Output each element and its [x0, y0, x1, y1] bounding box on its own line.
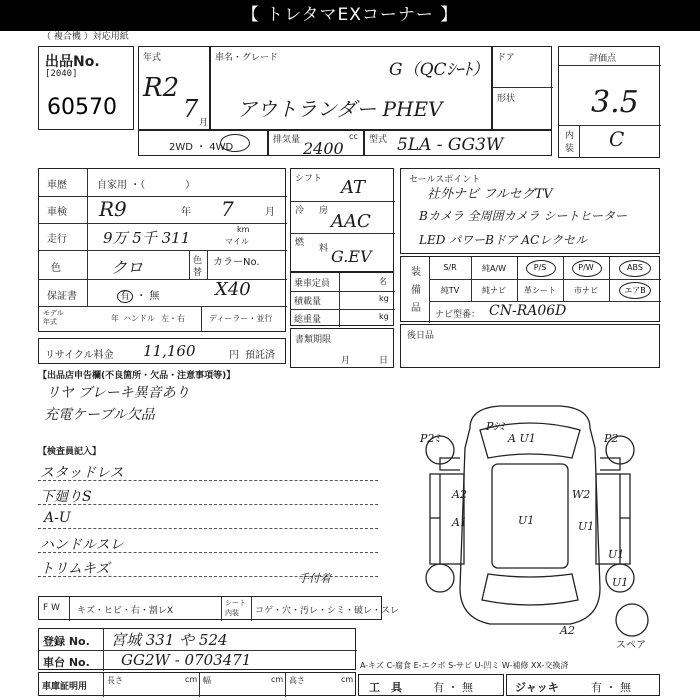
chassis-value: GG2W - 0703471 — [121, 651, 252, 669]
score-value: 3.5 — [591, 85, 639, 120]
load-unit: kg — [379, 294, 389, 303]
jack-value: 有 ・ 無 — [591, 681, 631, 694]
sales-box — [400, 168, 660, 254]
reg-label: 登録 No. — [43, 635, 90, 648]
warranty-options — [117, 287, 159, 302]
lot-small-code: [2040] — [45, 69, 78, 79]
equip-aw: 純A/W — [481, 264, 507, 273]
interior-value: C — [609, 127, 625, 151]
declaration-label: 【出品店申告欄(不良箇所・欠品・注意事項等)】 — [38, 371, 236, 381]
color-change-1: 色 — [193, 256, 203, 266]
sheet-type-label: （ 複合機 ）対応用紙 — [42, 32, 129, 42]
dealer-label: ディーラー・並行 — [209, 314, 273, 323]
warranty-yes: 有 — [117, 290, 133, 303]
interior-label-2: 装 — [565, 144, 575, 154]
car-box — [210, 46, 492, 130]
passengers-label: 乗車定員 — [294, 279, 331, 289]
inspector-item-3: A-U — [44, 510, 71, 526]
inspector-item-1: スタッドレス — [40, 465, 124, 481]
year-box — [138, 46, 210, 130]
docs-month-unit: 月 — [341, 356, 351, 366]
year-era: R2 — [143, 73, 180, 103]
tools-box — [358, 674, 504, 696]
recycle-label: リサイクル料金 — [45, 350, 114, 361]
capacity-box — [290, 272, 394, 326]
inspection-year: R9 — [99, 197, 127, 221]
mark-rear: A2 — [560, 624, 575, 637]
tools-value: 有 ・ 無 — [433, 681, 473, 694]
page-header: 【 トレタマEXコーナー 】 — [0, 0, 700, 31]
inspection-label: 車検 — [47, 207, 67, 218]
model-box — [364, 130, 552, 156]
mark-right-door-1: W2 — [572, 488, 591, 501]
warranty-label: 保証書 — [47, 291, 77, 302]
engine-unit: cc — [349, 132, 358, 141]
later-label: 後日品 — [407, 331, 435, 341]
mark-right-door-2: U1 — [578, 520, 595, 533]
color-label: 色 — [51, 263, 61, 274]
car-name: アウトランダー PHEV — [237, 97, 443, 121]
equip-airbag: エアB — [624, 286, 646, 295]
tools-label: 工 具 — [369, 681, 402, 694]
mark-hood: A U1 — [508, 432, 536, 445]
equip-pw: P/W — [578, 263, 594, 272]
equip-label-3: 品 — [411, 303, 421, 314]
ac-value: AAC — [331, 211, 371, 232]
size-box — [38, 672, 356, 696]
shift-box — [290, 168, 394, 272]
navi-model-value: CN-RA06D — [489, 303, 567, 319]
mark-front-right: P2 — [604, 432, 619, 445]
jack-label: ジャッキ — [515, 681, 559, 694]
warranty-sep: ・ — [136, 291, 147, 302]
equip-ps: P/S — [533, 263, 547, 272]
equip-sr: S/R — [443, 263, 457, 272]
fuel-label-2: 料 — [319, 244, 329, 254]
size-height-unit: cm — [341, 675, 354, 684]
color-value: クロ — [111, 258, 144, 277]
car-name-label: 車名・グレード — [215, 53, 279, 63]
shape-label: 形状 — [497, 94, 516, 104]
equip-leather: 革シート — [524, 286, 556, 295]
color-no-label: カラーNo. — [213, 257, 260, 268]
gross-label: 総重量 — [294, 315, 322, 325]
later-box — [400, 324, 660, 368]
passengers-unit: 名 — [379, 277, 387, 286]
mark-rear-right-2: U1 — [612, 576, 629, 589]
handle-label: ハンドル — [123, 314, 155, 323]
equip-label-1: 装 — [411, 267, 421, 278]
damage-codes: A-キズ C-腐食 E-エクボ S-サビ U-凹ミ W-補修 XX-交換済 — [360, 661, 569, 670]
engine-value: 2400 — [303, 139, 344, 158]
legend-box — [38, 596, 400, 620]
mileage-unit-mile: マイル — [225, 237, 249, 246]
mark-front-left: P2ﾐ — [420, 432, 440, 445]
mileage-value: 9万 5千 311 — [103, 229, 191, 247]
car-grade: G（QCｼｰﾄ） — [389, 60, 490, 80]
docs-box — [290, 328, 394, 368]
docs-day-unit: 日 — [379, 356, 389, 366]
model-year-label-2: 年式 — [43, 318, 57, 326]
size-width-unit: cm — [271, 675, 284, 684]
score-label: 評価点 — [589, 54, 617, 64]
history-value: 自家用 ・（ ） — [97, 180, 196, 191]
color-change-2: 替 — [193, 268, 203, 278]
mileage-label: 走行 — [47, 234, 67, 245]
score-box — [558, 46, 660, 158]
equip-box — [400, 256, 660, 322]
chassis-label: 車台 No. — [43, 656, 90, 669]
docs-label: 書類期限 — [295, 335, 332, 345]
sales-line-2: Bカメラ 全周囲カメラ シートヒーター — [419, 209, 627, 223]
color-no-value: X40 — [215, 279, 251, 300]
shift-value: AT — [341, 177, 366, 198]
recycle-value: 11,160 — [143, 342, 196, 360]
inspection-month: 7 — [221, 197, 234, 221]
legend-codes: キズ・ヒビ・右・割レX — [77, 606, 173, 616]
size-length-unit: cm — [185, 675, 198, 684]
size-length: 長さ — [107, 676, 123, 685]
jack-box — [506, 674, 660, 696]
hand-note: 手付着 — [298, 572, 331, 585]
load-label: 積載量 — [294, 297, 322, 307]
door-label: ドア — [497, 53, 515, 63]
inspector-label: 【検査員記入】 — [38, 447, 102, 457]
reg-box — [38, 628, 356, 670]
fuel-label-1: 燃 — [295, 238, 305, 248]
mark-left-door-2: A1 — [452, 516, 467, 529]
door-box — [492, 46, 552, 130]
year-month: 7 — [183, 95, 199, 123]
lot-box — [38, 46, 134, 130]
declaration-line-2: 充電ケーブル欠品 — [44, 407, 155, 423]
shift-label: シフト — [295, 174, 323, 184]
size-height: 高さ — [289, 676, 305, 685]
inspector-item-5: トリムキズ — [40, 561, 110, 577]
drive-options: 2WD ・ 4WD — [169, 142, 234, 153]
ac-label-2: 房 — [319, 206, 329, 216]
inspection-year-unit: 年 — [181, 207, 191, 218]
equip-market-navi: 市ナビ — [574, 286, 598, 295]
equip-label-2: 備 — [411, 285, 421, 296]
spare-label: スペア — [616, 640, 646, 651]
legend-seat-codes: コゲ・穴・汚レ・シミ・破レ・スレ — [255, 606, 400, 616]
equip-abs: ABS — [627, 263, 643, 272]
recycle-unit: 円 — [229, 350, 239, 361]
handle-options: 左・右 — [161, 314, 185, 323]
engine-label: 排気量 — [273, 135, 301, 145]
year-label: 年式 — [143, 53, 162, 63]
lot-label: 出品No. — [45, 54, 100, 70]
recycle-deposit: 預託済 — [245, 350, 275, 361]
lot-number: 60570 — [47, 95, 117, 120]
mark-left-door-1: A2 — [452, 488, 467, 501]
size-width: 幅 — [203, 676, 211, 685]
mark-center: U1 — [518, 514, 535, 527]
engine-box — [268, 130, 364, 156]
mark-front-center: Pｼﾐ — [486, 420, 505, 433]
model-label: 型式 — [369, 135, 388, 145]
inspection-month-unit: 月 — [265, 207, 275, 218]
reg-value: 宮城 331 や 524 — [111, 631, 228, 649]
history-box — [38, 168, 286, 332]
fuel-value: G.EV — [331, 247, 372, 266]
gross-unit: kg — [379, 312, 389, 321]
legend-fw: F W — [43, 603, 60, 613]
warranty-no: 無 — [149, 291, 160, 302]
ac-label-1: 冷 — [295, 206, 305, 216]
sales-line-3: LED パワーBドア ACレクセル — [419, 233, 588, 247]
equip-tv: 純TV — [440, 286, 460, 295]
inspector-item-4: ハンドルスレ — [40, 537, 124, 553]
history-label: 車歴 — [47, 180, 67, 191]
drive-circle — [220, 134, 250, 152]
model-year-unit: 年 — [111, 314, 119, 323]
inspector-item-2: 下廻りS — [40, 489, 92, 505]
sales-label: セールスポイント — [409, 175, 481, 185]
model-year-label-1: モデル — [43, 309, 64, 317]
sales-line-1: 社外ナビ フルセグTV — [427, 187, 553, 202]
legend-seat-2: 内装 — [225, 609, 239, 617]
mileage-unit-km: km — [237, 225, 250, 234]
navi-model-label: ナビ型番： — [435, 310, 481, 320]
interior-label-1: 内 — [565, 131, 575, 141]
size-label: 車庫証明用 — [42, 682, 88, 692]
mark-rear-right-1: U1 — [608, 548, 625, 561]
recycle-box — [38, 338, 286, 364]
equip-navi: 純ナビ — [482, 286, 506, 295]
model-value: 5LA - GG3W — [397, 135, 504, 155]
legend-seat-1: シート — [225, 599, 246, 607]
declaration-line-1: リヤ ブレーキ異音あり — [46, 385, 190, 401]
year-month-unit: 月 — [199, 118, 209, 128]
